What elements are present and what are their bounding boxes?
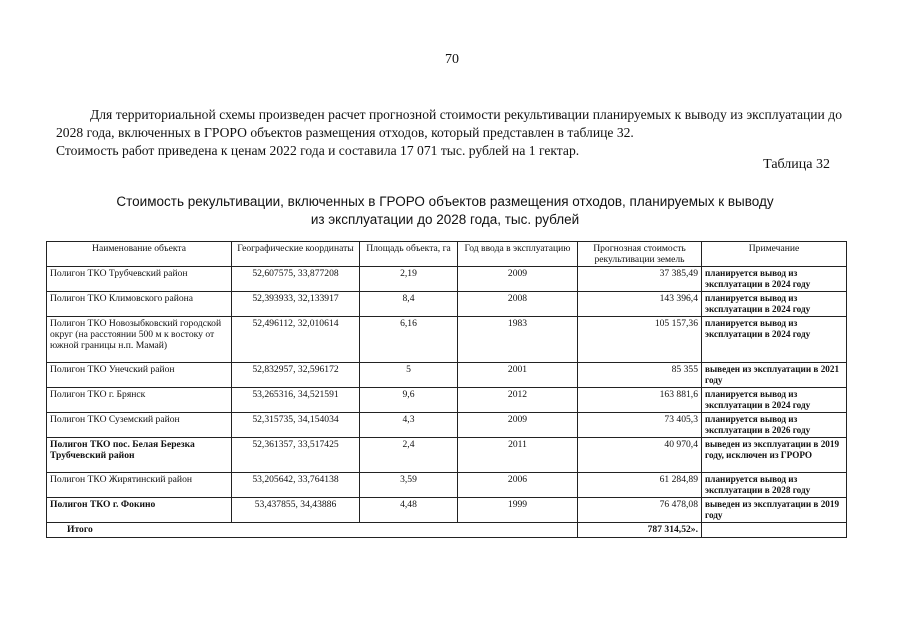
cell-name: Полигон ТКО Новозыбковский городской округ (на расстоянии 500 м к востоку от южной границы н.п. Мамай) (47, 317, 232, 363)
cell-name: Полигон ТКО Климовского района (47, 292, 232, 317)
table-row (47, 363, 847, 388)
cell-year: 2009 (458, 267, 578, 292)
cell-name: Полигон ТКО г. Брянск (47, 388, 232, 413)
cell-year: 2008 (458, 292, 578, 317)
cell-name: Полигон ТКО пос. Белая Березка Трубчевский район (47, 438, 232, 473)
cell-note: планируется вывод из эксплуатации в 2024 году (702, 292, 847, 317)
cell-cost: 73 405,3 (578, 413, 702, 438)
cell-name: Полигон ТКО Трубчевский район (47, 267, 232, 292)
total-label: Итого (47, 523, 578, 538)
cell-coords: 52,832957, 32,596172 (232, 363, 360, 388)
cell-coords: 52,315735, 34,154034 (232, 413, 360, 438)
cell-name: Полигон ТКО Унечский район (47, 363, 232, 388)
table-row (47, 292, 847, 317)
cell-cost: 163 881,6 (578, 388, 702, 413)
cell-note: планируется вывод из эксплуатации в 2024 году (702, 317, 847, 363)
cell-cost: 143 396,4 (578, 292, 702, 317)
total-row (47, 523, 847, 538)
cell-year: 2012 (458, 388, 578, 413)
cell-year: 2001 (458, 363, 578, 388)
cell-area: 2,19 (360, 267, 458, 292)
table-row (47, 413, 847, 438)
table-header-row (47, 242, 847, 267)
caption-line-1: Стоимость рекультивации, включенных в ГРОРО объектов размещения отходов, планируемых к выводу (116, 194, 774, 209)
cell-year: 2006 (458, 473, 578, 498)
cell-note: выведен из эксплуатации в 2021 году (702, 363, 847, 388)
table-row (47, 267, 847, 292)
intro-paragraph (56, 106, 842, 160)
header-year: Год ввода в эксплуатацию (458, 242, 578, 267)
cell-area: 9,6 (360, 388, 458, 413)
cell-coords: 52,496112, 32,010614 (232, 317, 360, 363)
cell-note: выведен из эксплуатации в 2019 году, исключен из ГРОРО (702, 438, 847, 473)
cell-cost: 85 355 (578, 363, 702, 388)
total-note-empty (702, 523, 847, 538)
table-row (47, 438, 847, 473)
cell-coords: 52,607575, 33,877208 (232, 267, 360, 292)
caption-line-2: из эксплуатации до 2028 года, тыс. рублей (310, 212, 580, 227)
cell-cost: 40 970,4 (578, 438, 702, 473)
table-label: Таблица 32 (763, 157, 830, 172)
cell-coords: 53,437855, 34,43886 (232, 498, 360, 523)
cell-cost: 37 385,49 (578, 267, 702, 292)
cell-name: Полигон ТКО Жирятинский район (47, 473, 232, 498)
cell-area: 4,3 (360, 413, 458, 438)
header-note: Примечание (702, 242, 847, 267)
cell-note: выведен из эксплуатации в 2019 году (702, 498, 847, 523)
table-row (47, 498, 847, 523)
table-row (47, 388, 847, 413)
cell-year: 2009 (458, 413, 578, 438)
page-number: 70 (445, 52, 459, 67)
reclamation-cost-table (46, 241, 847, 538)
cell-year: 2011 (458, 438, 578, 473)
cell-cost: 105 157,36 (578, 317, 702, 363)
cell-coords: 53,205642, 33,764138 (232, 473, 360, 498)
cell-area: 6,16 (360, 317, 458, 363)
intro-line-1: Для территориальной схемы произведен расчет прогнозной стоимости рекультивации планируемых к выводу из эксплуатации до 2028 года, включенных в ГРОРО объектов размещения отходов, который представлен в таблице 32. (56, 107, 842, 140)
total-value: 787 314,52». (578, 523, 702, 538)
cell-area: 3,59 (360, 473, 458, 498)
cell-year: 1983 (458, 317, 578, 363)
table-row (47, 317, 847, 363)
cell-note: планируется вывод из эксплуатации в 2028 году (702, 473, 847, 498)
cell-area: 5 (360, 363, 458, 388)
cell-name: Полигон ТКО г. Фокино (47, 498, 232, 523)
header-name: Наименование объекта (47, 242, 232, 267)
cell-cost: 61 284,89 (578, 473, 702, 498)
cell-coords: 53,265316, 34,521591 (232, 388, 360, 413)
cell-name: Полигон ТКО Суземский район (47, 413, 232, 438)
table-caption (40, 193, 850, 229)
cell-area: 2,4 (360, 438, 458, 473)
table-row (47, 473, 847, 498)
cell-cost: 76 478,08 (578, 498, 702, 523)
header-area: Площадь объекта, га (360, 242, 458, 267)
cell-note: планируется вывод из эксплуатации в 2024 году (702, 267, 847, 292)
cell-area: 4,48 (360, 498, 458, 523)
intro-line-2: Стоимость работ приведена к ценам 2022 года и составила 17 071 тыс. рублей на 1 гектар. (56, 143, 580, 158)
header-coords: Географические координаты (232, 242, 360, 267)
cell-year: 1999 (458, 498, 578, 523)
cell-area: 8,4 (360, 292, 458, 317)
cell-coords: 52,393933, 32,133917 (232, 292, 360, 317)
cell-note: планируется вывод из эксплуатации в 2026 году (702, 413, 847, 438)
cell-note: планируется вывод из эксплуатации в 2024 году (702, 388, 847, 413)
cell-coords: 52,361357, 33,517425 (232, 438, 360, 473)
header-cost: Прогнозная стоимость рекультивации земель (578, 242, 702, 267)
